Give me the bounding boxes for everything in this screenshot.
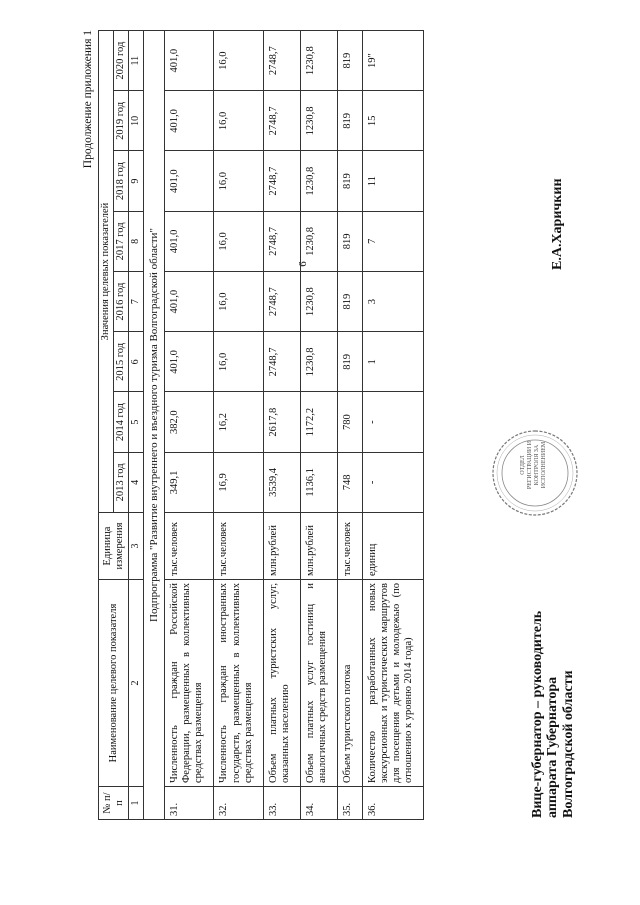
col-index: 11: [129, 31, 144, 91]
signature-line: Волгоградской области: [560, 670, 576, 818]
value-2020: 1230,8: [300, 31, 337, 91]
indicator-unit: единиц: [362, 513, 423, 580]
table-row: [337, 31, 362, 820]
column-index-row: [129, 31, 144, 820]
value-2019: 15: [362, 91, 423, 151]
value-2019: 2748,7: [263, 91, 300, 151]
value-2015: 1: [362, 332, 423, 392]
value-2020: 2748,7: [263, 31, 300, 91]
table-row: [165, 31, 214, 820]
signer-name: Е.А.Харичкин: [550, 178, 565, 270]
value-2018: 401,0: [165, 151, 214, 211]
row-number: 32.: [214, 787, 263, 820]
table-row: [300, 31, 337, 820]
indicator-name: Объем платных туристских услуг, оказанных населению: [263, 580, 300, 787]
value-2013: 349,1: [165, 452, 214, 512]
indicator-unit: тыс.человек: [165, 513, 214, 580]
value-2014: 382,0: [165, 392, 214, 452]
page-number: 6: [296, 261, 309, 267]
col-index: 8: [129, 211, 144, 271]
header-unit: Единица измерения: [99, 513, 129, 580]
value-2015: 2748,7: [263, 332, 300, 392]
subprogram-title: Подпрограмма "Развитие внутреннего и въездного туризма Волгоградской области": [143, 31, 165, 820]
value-2015: 401,0: [165, 332, 214, 392]
value-2020: 819: [337, 31, 362, 91]
value-2015: 16,0: [214, 332, 263, 392]
value-2018: 11: [362, 151, 423, 211]
indicator-name: Численность граждан иностранных государств, размещенных в коллективных средствах размещения: [214, 580, 263, 787]
value-2017: 401,0: [165, 211, 214, 271]
row-number: 31.: [165, 787, 214, 820]
value-2013: 1136,1: [300, 452, 337, 512]
header-year: 2014 год: [114, 392, 129, 452]
value-2019: 819: [337, 91, 362, 151]
value-2020: 401,0: [165, 31, 214, 91]
col-index: 3: [129, 513, 144, 580]
indicator-unit: тыс.человек: [214, 513, 263, 580]
header-year: 2015 год: [114, 332, 129, 392]
value-2016: 16,0: [214, 272, 263, 332]
value-2019: 16,0: [214, 91, 263, 151]
header-year: 2018 год: [114, 151, 129, 211]
indicator-unit: млн.рублей: [263, 513, 300, 580]
value-2016: 401,0: [165, 272, 214, 332]
col-index: 1: [129, 787, 144, 820]
col-index: 5: [129, 392, 144, 452]
indicators-table: [98, 30, 424, 820]
header-values-group: Значения целевых показателей: [99, 31, 114, 513]
value-2018: 2748,7: [263, 151, 300, 211]
value-2019: 401,0: [165, 91, 214, 151]
row-number: 34.: [300, 787, 337, 820]
value-2013: 16,9: [214, 452, 263, 512]
row-number: 35.: [337, 787, 362, 820]
col-index: 6: [129, 332, 144, 392]
value-2016: 2748,7: [263, 272, 300, 332]
value-2017: 7: [362, 211, 423, 271]
value-2014: 2617,8: [263, 392, 300, 452]
value-2014: 1172,2: [300, 392, 337, 452]
value-2013: 3539,4: [263, 452, 300, 512]
indicator-name: Объем платных услуг гостиниц и аналогичных средств размещения: [300, 580, 337, 787]
table-row: [263, 31, 300, 820]
col-index: 9: [129, 151, 144, 211]
continuation-title: Продолжение приложения 1: [82, 30, 94, 169]
value-2015: 1230,8: [300, 332, 337, 392]
header-year: 2020 год: [114, 31, 129, 91]
header-year: 2016 год: [114, 272, 129, 332]
stamp-text: ОТДЕЛ РЕГИСТРАЦИИ И КОНТРОЛЯ ЗА ИСПОЛНЕНИЕМ: [520, 440, 547, 490]
header-name: Наименование целевого показателя: [99, 580, 129, 787]
value-2013: -: [362, 452, 423, 512]
header-no: № п/п: [99, 787, 129, 820]
indicator-name: Объем туристского потока: [337, 580, 362, 787]
value-2016: 819: [337, 272, 362, 332]
value-2017: 819: [337, 211, 362, 271]
row-number: 33.: [263, 787, 300, 820]
landscape-sheet: [80, 10, 640, 830]
value-2017: 2748,7: [263, 211, 300, 271]
signature-line: аппарата Губернатора: [545, 676, 561, 818]
value-2020: 19": [362, 31, 423, 91]
signature-block: [530, 611, 576, 818]
indicator-name: Численность граждан Российской Федерации, размещенных в коллективных средствах размещения: [165, 580, 214, 787]
col-index: 4: [129, 452, 144, 512]
row-number: 36.: [362, 787, 423, 820]
value-2017: 16,0: [214, 211, 263, 271]
header-year: 2013 год: [114, 452, 129, 512]
value-2018: 16,0: [214, 151, 263, 211]
signature-line: Вице-губернатор – руководитель: [530, 610, 545, 818]
value-2013: 748: [337, 452, 362, 512]
value-2017: 1230,8: [300, 211, 337, 271]
indicator-unit: тыс.человек: [337, 513, 362, 580]
indicator-unit: млн.рублей: [300, 513, 337, 580]
header-year: 2017 год: [114, 211, 129, 271]
value-2018: 819: [337, 151, 362, 211]
table-row: [214, 31, 263, 820]
value-2019: 1230,8: [300, 91, 337, 151]
value-2015: 819: [337, 332, 362, 392]
col-index: 2: [129, 580, 144, 787]
value-2014: 780: [337, 392, 362, 452]
value-2014: -: [362, 392, 423, 452]
value-2016: 1230,8: [300, 272, 337, 332]
value-2020: 16,0: [214, 31, 263, 91]
value-2018: 1230,8: [300, 151, 337, 211]
indicator-name: Количество разработанных новых экскурсионных и туристических маршрутов для посещения детьми и молодежью (по отношению к уровню 2014 года): [362, 580, 423, 787]
value-2016: 3: [362, 272, 423, 332]
col-index: 7: [129, 272, 144, 332]
header-year: 2019 год: [114, 91, 129, 151]
value-2014: 16,2: [214, 392, 263, 452]
table-row: [362, 31, 423, 820]
col-index: 10: [129, 91, 144, 151]
